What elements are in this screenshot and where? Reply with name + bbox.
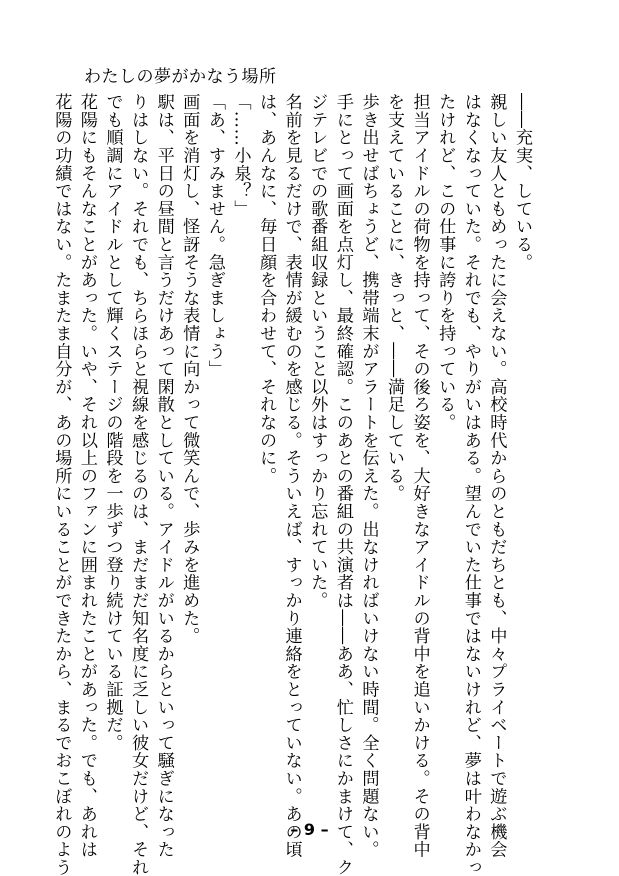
text-line: 画面を消灯し、怪訝そうな表情に向かって微笑んで、歩みを進めた。 bbox=[179, 93, 200, 645]
text-line: 花陽の功績ではない。たまたま自分が、あの場所にいることができたから、まるでおこぼれのよう bbox=[51, 93, 72, 876]
text-line: ――充実、している。 bbox=[512, 93, 532, 271]
text-line: 「あ、すみません。急ぎましょう」 bbox=[204, 93, 225, 378]
text-line: 手にとって画面を点灯し、最終確認。このあとの番組の共演者は――ああ、忙しさにかまけて、ク bbox=[332, 93, 353, 876]
text-line: ジテレビでの歌番組収録ということ以外はすっかり忘れていた。 bbox=[307, 93, 328, 610]
text-line: 担当アイドルの荷物を持って、その後ろ姿を、大好きなアイドルの背中を追いかける。その背中 bbox=[409, 93, 430, 859]
text-line: を支えていることに、きっと、――満足している。 bbox=[384, 93, 405, 503]
text-line: 歩き出せばちょうど、携帯端末がアラートを伝えた。出なければいけない時間。全く問題ない。 bbox=[358, 93, 379, 859]
text-line: 駅は、平日の昼間と言うだけあって閑散としている。アイドルがいるからといって騒ぎになった bbox=[153, 93, 174, 859]
text-line: 名前を見るだけで、表情が緩むのを感じる。そういえば、すっかり連絡をとっていない。あの頃 bbox=[281, 93, 302, 859]
body-text bbox=[48, 93, 534, 876]
text-line: は、あんなに、毎日顔を合わせて、それなのに。 bbox=[256, 93, 277, 485]
text-line: 親しい友人ともめったに会えない。高校時代からのともだちとも、中々プライベートで遊ぶ機会 bbox=[486, 93, 507, 859]
book-title: わたしの夢がかなう場所 bbox=[84, 67, 277, 87]
text-line: りはしない。それでも、ちらほらと視線を感じるのは、まだまだ知名度に乏しい彼女だけど、それ bbox=[128, 93, 149, 876]
text-line: 「……小泉？」 bbox=[230, 93, 251, 218]
text-line: 花陽にもそんなことがあった。いや、それ以上のファンに囲まれたことがあった。でも、あれは bbox=[76, 93, 97, 859]
text-line: たけれど、この仕事に誇りを持っている。 bbox=[435, 93, 456, 432]
text-line: でも順調にアイドルとして輝くステージの階段を一歩ずつ登り続けている証拠だ。 bbox=[102, 93, 123, 752]
text-line: はなくなっていた。それでも、やりがいはある。望んでいた仕事ではないけれど、夢は叶わなかっ bbox=[460, 93, 481, 876]
page-number: – 9 – bbox=[290, 820, 329, 839]
